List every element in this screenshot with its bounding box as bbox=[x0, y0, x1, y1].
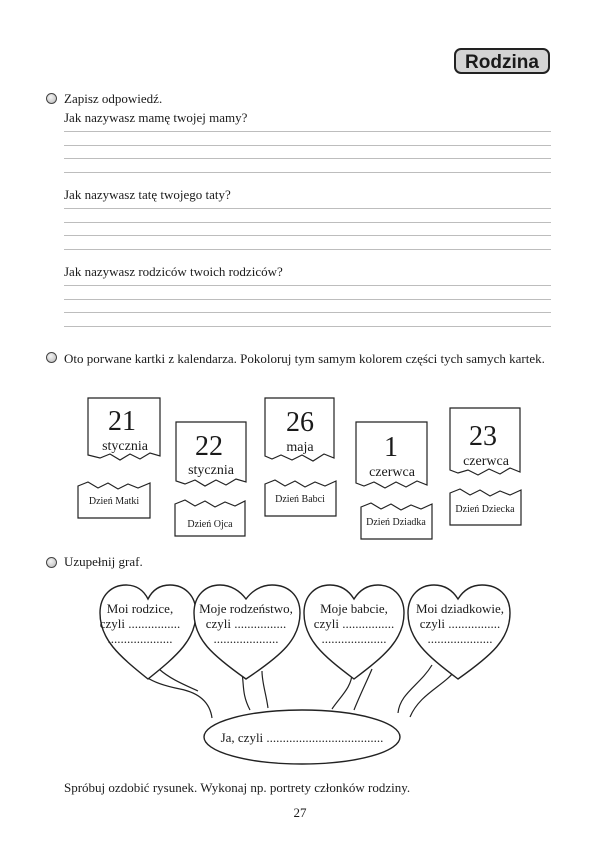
decorate-instruction: Spróbuj ozdobić rysunek. Wykonaj np. portrety członków rodziny. bbox=[64, 780, 411, 795]
calendar-card-bottom[interactable] bbox=[175, 500, 245, 536]
card-holiday: Dzień Dziadka bbox=[366, 517, 426, 528]
page-number: 27 bbox=[293, 805, 307, 820]
heart-fill-line: .................... bbox=[213, 631, 279, 646]
card-day: 22 bbox=[195, 431, 223, 462]
card-holiday: Dzień Babci bbox=[275, 494, 325, 505]
answer-line[interactable] bbox=[64, 312, 551, 313]
exercise-1-bullet-icon bbox=[46, 93, 57, 104]
heart-label: Moje rodzeństwo, bbox=[199, 601, 293, 616]
card-month: maja bbox=[286, 440, 314, 455]
answer-line[interactable] bbox=[64, 326, 551, 327]
heart-label: Moi rodzice, bbox=[106, 601, 174, 616]
exercise-1-instruction: Zapisz odpowiedź. bbox=[64, 91, 163, 106]
heart-fill-line: czyli ................ bbox=[205, 616, 287, 631]
card-day: 21 bbox=[108, 406, 136, 437]
card-holiday: Dzień Matki bbox=[88, 496, 140, 507]
answer-line[interactable] bbox=[64, 299, 551, 300]
card-holiday: Dzień Dziecka bbox=[455, 504, 515, 515]
answer-line[interactable] bbox=[64, 172, 551, 173]
card-holiday: Dzień Ojca bbox=[187, 519, 233, 530]
card-month: stycznia bbox=[102, 439, 148, 454]
exercise-2-instruction: Oto porwane kartki z kalendarza. Pokoloruj tym samym kolorem części tych samych kartek. bbox=[64, 351, 545, 366]
answer-line[interactable] bbox=[64, 235, 551, 236]
answer-line[interactable] bbox=[64, 222, 551, 223]
heart-fill-line: .................... bbox=[321, 631, 387, 646]
heart-fill-line: .................... bbox=[107, 631, 173, 646]
card-month: stycznia bbox=[188, 463, 234, 478]
card-day: 26 bbox=[286, 407, 314, 438]
family-graph bbox=[0, 575, 600, 775]
question-2: Jak nazywasz tatę twojego taty? bbox=[64, 187, 231, 202]
center-label: Ja, czyli .................................... bbox=[220, 730, 384, 745]
answer-line[interactable] bbox=[64, 285, 551, 286]
heart-fill-line: czyli ................ bbox=[313, 616, 395, 631]
answer-line[interactable] bbox=[64, 249, 551, 250]
heart-fill-line: .................... bbox=[427, 631, 493, 646]
card-month: czerwca bbox=[463, 454, 509, 469]
question-1: Jak nazywasz mamę twojej mamy? bbox=[64, 110, 248, 125]
answer-line[interactable] bbox=[64, 131, 551, 132]
card-month: czerwca bbox=[369, 465, 415, 480]
answer-line[interactable] bbox=[64, 158, 551, 159]
question-3: Jak nazywasz rodziców twoich rodziców? bbox=[64, 264, 283, 279]
card-day: 23 bbox=[469, 421, 497, 452]
heart-fill-line: czyli ................ bbox=[419, 616, 501, 631]
answer-line[interactable] bbox=[64, 208, 551, 209]
answer-line[interactable] bbox=[64, 145, 551, 146]
heart-label: Moje babcie, bbox=[320, 601, 388, 616]
exercise-3-bullet-icon bbox=[46, 557, 57, 568]
calendar-cards bbox=[0, 390, 600, 545]
card-day: 1 bbox=[384, 432, 398, 463]
exercise-2-bullet-icon bbox=[46, 352, 57, 363]
section-badge: Rodzina bbox=[454, 48, 550, 74]
heart-label: Moi dziadkowie, bbox=[415, 601, 505, 616]
heart-fill-line: czyli ................ bbox=[99, 616, 181, 631]
exercise-3-instruction: Uzupełnij graf. bbox=[64, 554, 143, 569]
